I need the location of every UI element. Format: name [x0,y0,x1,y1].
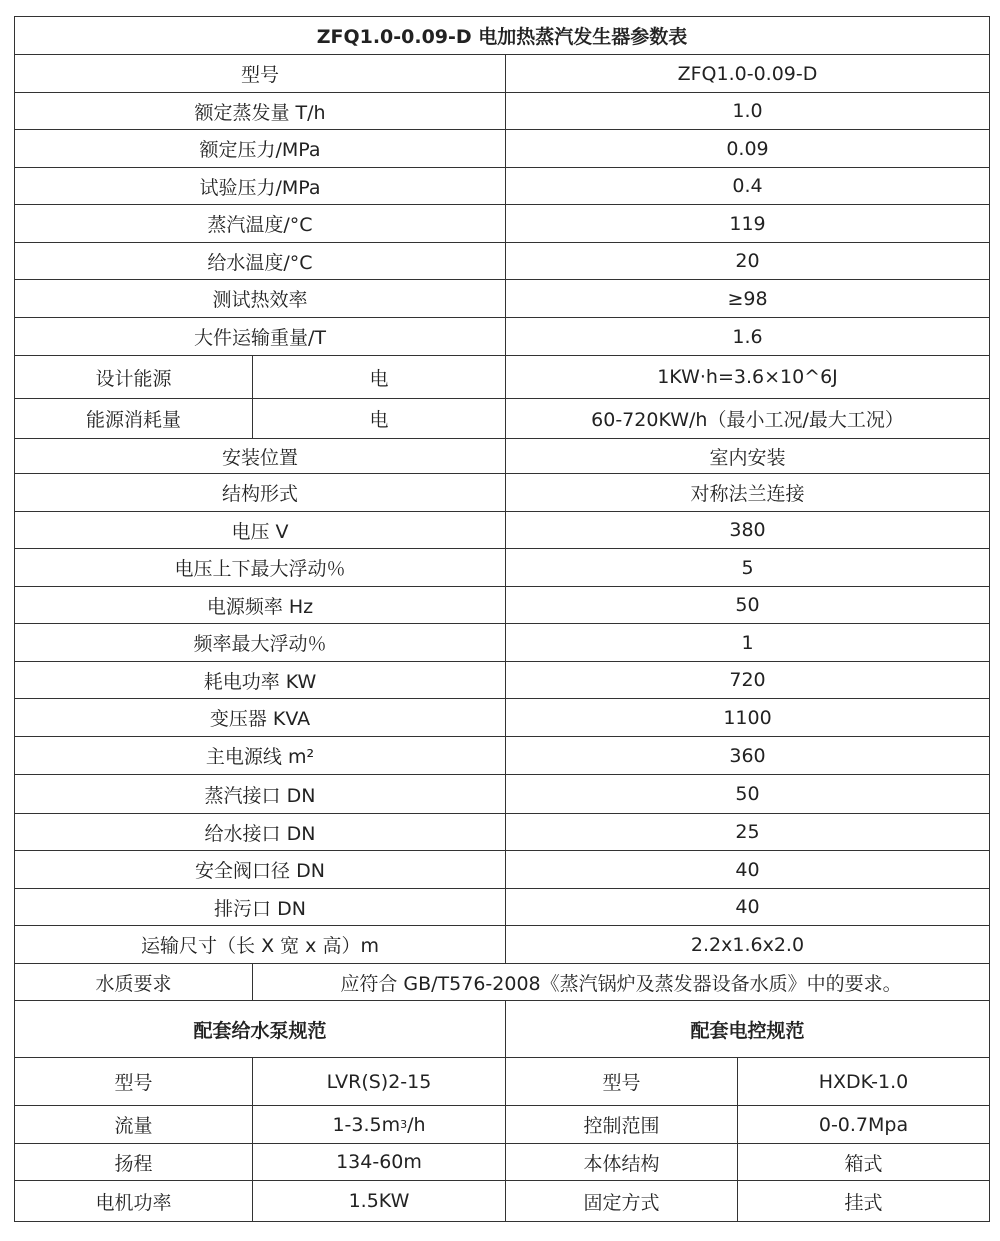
table-row [15,280,989,318]
row-value: 1.0 [732,100,763,122]
water-quality-value: 应符合 GB/T576-2008《蒸汽锅炉及蒸发器设备水质》中的要求。 [340,972,902,995]
row-label: 设计能源 [15,356,253,398]
control-value: 箱式 [844,1152,883,1175]
row-sublabel: 电 [253,399,506,438]
table-title-row [15,17,989,55]
table-row [15,439,989,474]
table-row [15,356,989,399]
table-row [15,587,989,624]
table-row [15,1144,989,1181]
control-label: 型号 [506,1058,738,1105]
row-value: 40 [735,858,760,881]
pump-label: 流量 [15,1106,253,1143]
control-label: 控制范围 [506,1106,738,1143]
row-label: 大件运输重量/T [15,318,506,355]
row-value: 1.6 [732,325,763,348]
table-title: ZFQ1.0-0.09-D 电加热蒸汽发生器参数表 [316,26,688,48]
row-label: 电压 V [15,512,506,548]
table-row [15,168,989,205]
row-value: 25 [735,821,760,843]
table-row [15,889,989,926]
row-label: 能源消耗量 [15,399,253,438]
row-value: 对称法兰连接 [690,483,805,505]
row-value: 40 [735,896,760,918]
row-value: 50 [735,783,760,805]
pump-value-main: 1-3.5m [332,1113,401,1136]
parameter-table [14,16,990,1222]
pump-value-tail: /h [407,1113,426,1136]
table-row [15,699,989,737]
table-row [15,662,989,699]
row-value: 1 [741,631,754,654]
table-row [15,512,989,549]
pump-spec-header: 配套给水泵规范 [15,1001,506,1057]
row-label: 试验压力/MPa [15,168,506,204]
row-label: 耗电功率 KW [15,662,506,698]
row-label: 安装位置 [15,439,506,473]
control-value: 挂式 [844,1191,883,1214]
table-row [15,205,989,243]
pump-value: 134-60m [253,1144,506,1180]
row-value: 1100 [723,706,772,729]
table-row [15,243,989,280]
pump-value: LVR(S)2-15 [253,1058,506,1105]
table-row [15,549,989,587]
row-value: 室内安装 [709,446,786,469]
pump-label: 型号 [15,1058,253,1105]
table-row [15,55,989,93]
section-header-row [15,1001,989,1058]
row-value: ≥98 [727,287,768,310]
table-row [15,474,989,512]
row-label: 测试热效率 [15,280,506,317]
row-value: 0.09 [726,137,769,160]
table-row [15,926,989,964]
table-row [15,1106,989,1144]
row-value: 0.4 [732,175,763,197]
row-value: 60-720KW/h（最小工况/最大工况） [591,409,904,431]
row-label: 运输尺寸（长 X 宽 x 高）m [15,926,506,963]
control-label: 固定方式 [506,1181,738,1221]
table-row [15,318,989,356]
table-row [15,624,989,662]
row-value: 720 [729,669,766,691]
row-value: 5 [741,556,754,579]
control-spec-header: 配套电控规范 [690,1019,805,1042]
control-value: HXDK-1.0 [818,1070,909,1093]
row-label: 频率最大浮动％ [15,624,506,661]
row-sublabel: 电 [253,356,506,398]
row-label: 额定压力/MPa [15,130,506,167]
table-row [15,737,989,775]
pump-value [253,1106,506,1143]
row-value: 360 [729,744,766,767]
pump-label: 扬程 [15,1144,253,1180]
water-quality-label: 水质要求 [15,964,253,1000]
table-row [15,775,989,814]
row-label: 主电源线 m² [15,737,506,774]
table-row [15,964,989,1001]
table-row [15,93,989,130]
row-label: 安全阀口径 DN [15,851,506,888]
row-label: 蒸汽接口 DN [15,775,506,813]
table-row [15,1058,989,1106]
table-row [15,130,989,168]
table-row [15,1181,989,1221]
table-row [15,851,989,889]
row-label: 变压器 KVA [15,699,506,736]
row-value: 2.2x1.6x2.0 [690,933,805,956]
row-label: 结构形式 [15,474,506,511]
control-label: 本体结构 [506,1144,738,1180]
row-value: 20 [735,250,760,272]
pump-value: 1.5KW [253,1181,506,1221]
row-label: 电源频率 Hz [15,587,506,623]
table-row [15,814,989,851]
row-value: 380 [729,519,766,541]
table-row [15,399,989,439]
pump-label: 电机功率 [15,1181,253,1221]
row-value: ZFQ1.0-0.09-D [677,62,818,85]
pump-value-sup: 3 [400,1118,408,1131]
row-label: 给水温度/°C [15,243,506,279]
row-label: 排污口 DN [15,889,506,925]
row-label: 型号 [15,55,506,92]
row-label: 额定蒸发量 T/h [15,93,506,129]
row-label: 电压上下最大浮动％ [15,549,506,586]
control-value: 0-0.7Mpa [818,1113,909,1136]
row-value: 1KW·h=3.6×10^6J [657,366,838,388]
row-label: 给水接口 DN [15,814,506,850]
row-value: 119 [729,212,766,235]
row-label: 蒸汽温度/°C [15,205,506,242]
row-value: 50 [735,594,760,616]
